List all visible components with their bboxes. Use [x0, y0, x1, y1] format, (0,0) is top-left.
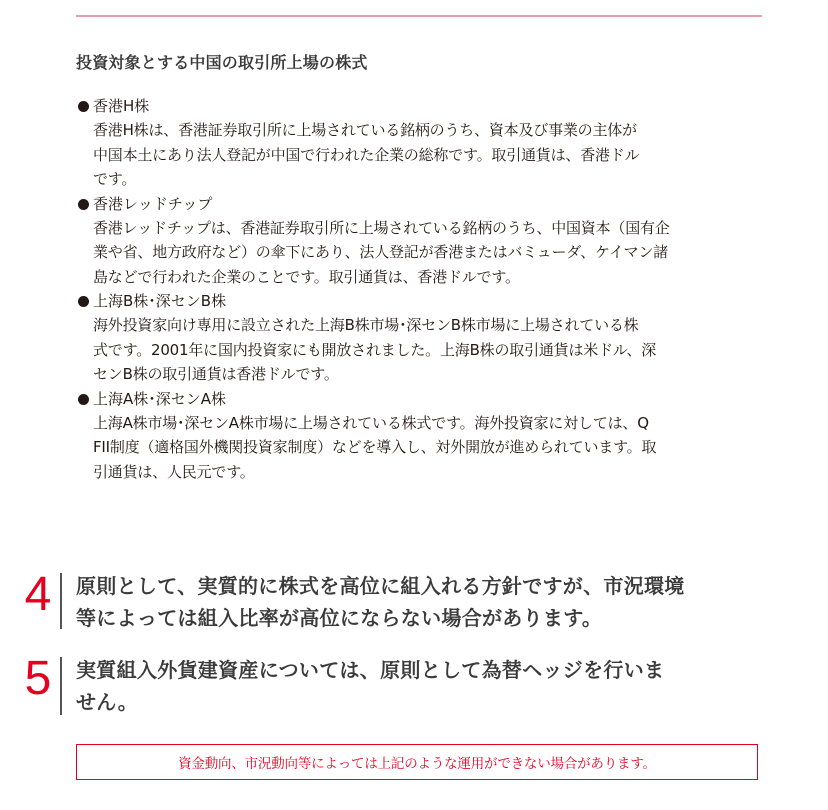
bullet-icon — [78, 296, 89, 307]
item-description — [78, 313, 768, 387]
point-divider — [60, 657, 62, 715]
bullet-icon — [78, 199, 89, 210]
policy-point-5 — [20, 654, 810, 718]
description-line: 海外投資家向け専用に設立された上海B株市場･深センB株市場に上場されている株 — [93, 316, 639, 334]
description-line: 香港H株は、香港証券取引所に上場されている銘柄のうち、資本及び事業の主体が — [93, 121, 637, 139]
list-item-hong-kong-h-shares — [78, 94, 768, 192]
description-line: です。 — [93, 170, 137, 188]
description-line: 式です。2001年に国内投資家にも開放されました。上海B株の取引通貨は米ドル、深 — [93, 340, 657, 359]
item-title: 香港H株 — [93, 97, 150, 115]
point-number: 5 — [24, 652, 52, 705]
point-text-line: 実質組入外貨建資産については、原則として為替ヘッジを行いま — [76, 658, 665, 682]
list-item-b-shares — [78, 289, 768, 387]
description-line: 引通貨は、人民元です。 — [93, 462, 255, 481]
point-number: 4 — [24, 568, 52, 621]
description-line: センB株の取引通貨は香港ドルです。 — [93, 365, 339, 383]
top-divider — [76, 15, 762, 17]
section-heading: 投資対象とする中国の取引所上場の株式 — [76, 53, 368, 72]
bullet-icon — [78, 101, 89, 112]
item-title: 香港レッドチップ — [93, 194, 213, 213]
point-text-line: 等によっては組入比率が高位にならない場合があります。 — [76, 606, 603, 630]
item-description — [78, 411, 768, 485]
list-item-red-chips — [78, 192, 768, 290]
bullet-icon — [78, 394, 89, 405]
list-item-a-shares — [78, 387, 768, 485]
item-description — [78, 118, 768, 192]
point-text — [76, 654, 664, 718]
disclaimer-note: 資金動向、市況動向等によっては上記のような運用ができない場合があります。 — [76, 744, 758, 780]
description-line: FII制度（適格国外機関投資家制度）などを導入し、対外開放が進められています。取 — [93, 438, 657, 456]
point-text-line: せん。 — [76, 690, 139, 714]
description-line: 業や省、地方政府など）の傘下にあり、法人登記が香港またはバミューダ、ケイマン諸 — [93, 243, 668, 261]
point-text — [76, 570, 685, 634]
description-line: 島などで行われた企業のことです。取引通貨は、香港ドルです。 — [93, 267, 520, 286]
item-description — [78, 216, 768, 290]
item-title: 上海B株･深センB株 — [93, 292, 227, 310]
description-line: 上海A株市場･深センA株市場に上場されている株式です。海外投資家に対しては、Q — [93, 413, 649, 432]
description-line: 香港レッドチップは、香港証券取引所に上場されている銘柄のうち、中国資本（国有企 — [93, 218, 670, 237]
point-divider — [60, 573, 62, 629]
item-title: 上海A株･深センA株 — [93, 389, 227, 408]
stock-type-list — [78, 94, 768, 484]
policy-point-4 — [20, 570, 810, 634]
point-text-line: 原則として、実質的に株式を高位に組入れる方針ですが、市況環境 — [76, 574, 685, 598]
description-line: 中国本土にあり法人登記が中国で行われた企業の総称です。取引通貨は、香港ドル — [93, 145, 640, 164]
